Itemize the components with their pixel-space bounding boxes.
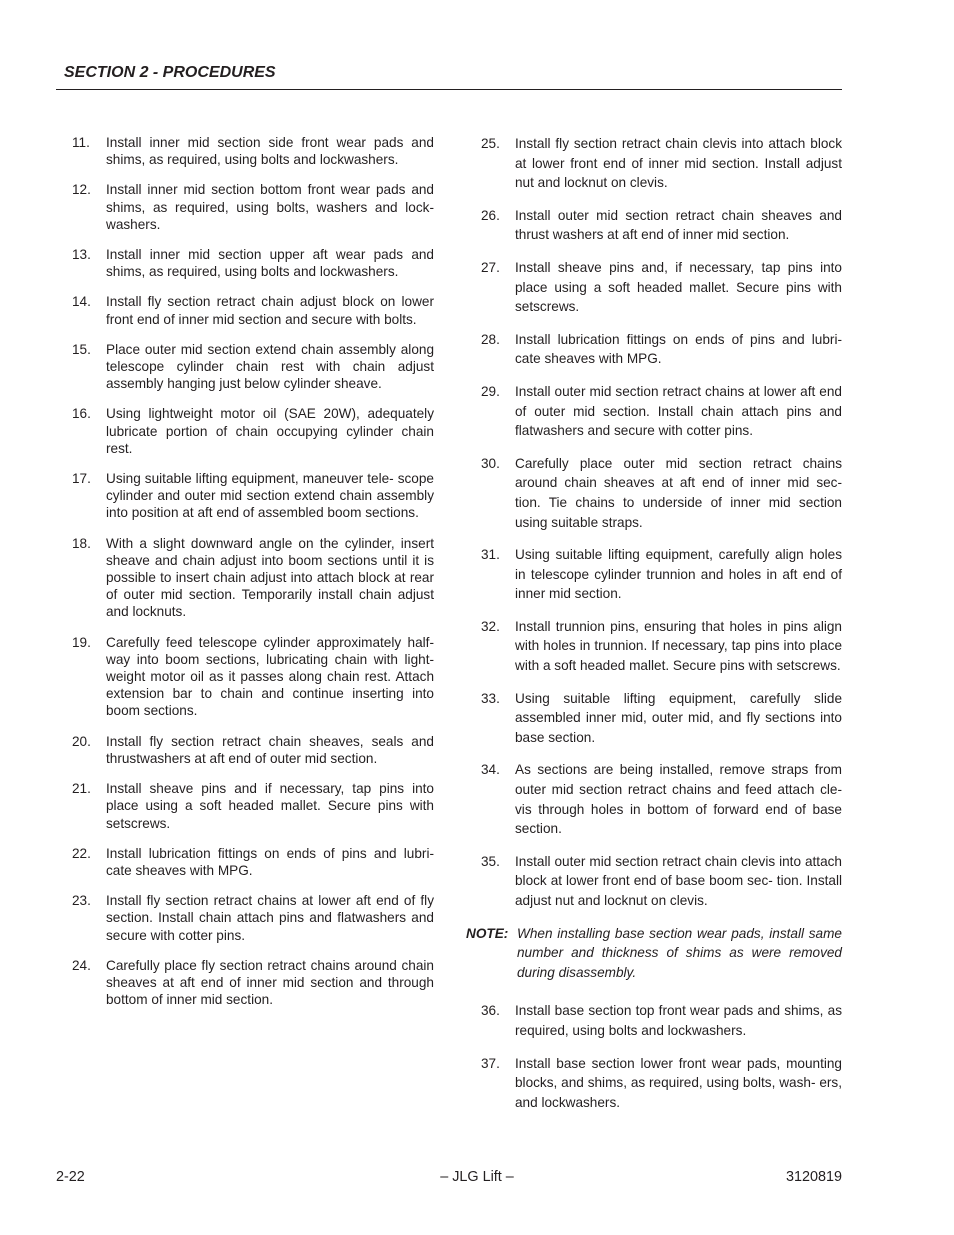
right-column xyxy=(466,134,842,1125)
step-number: 24. xyxy=(72,957,91,973)
step-item xyxy=(64,246,434,280)
step-number: 23. xyxy=(72,893,91,909)
step-item xyxy=(64,470,434,522)
step-text: Install outer mid section retract chain clevis into attach block at lower front end of base boom sec- tion. Install adjust nut and locknut on clevis. xyxy=(515,853,842,908)
step-item xyxy=(472,1001,842,1040)
step-number: 14. xyxy=(72,294,91,310)
step-item xyxy=(64,845,434,879)
step-text: Install base section top front wear pads and shims, as required, using bolts and lockwashers. xyxy=(515,1003,842,1038)
step-text: Carefully place outer mid section retract chains around chain sheaves at aft end of inner mid sec- tion. Tie chains to underside of inner mid section using suitable straps. xyxy=(515,455,842,530)
step-number: 18. xyxy=(72,535,91,551)
step-number: 35. xyxy=(481,853,500,869)
note-label: NOTE: xyxy=(466,925,509,941)
step-number: 11. xyxy=(72,135,90,150)
step-number: 20. xyxy=(72,733,91,749)
step-item xyxy=(472,258,842,317)
step-item xyxy=(64,780,434,832)
step-text: Install lubrication fittings on ends of pins and lubri- cate sheaves with MPG. xyxy=(106,845,434,878)
left-column xyxy=(64,134,434,1021)
step-item xyxy=(472,134,842,193)
step-item xyxy=(472,545,842,604)
step-item xyxy=(472,760,842,838)
step-text: Install sheave pins and if necessary, tap pins into place using a soft headed mallet. Secure pins with setscrews. xyxy=(106,781,434,831)
step-number: 28. xyxy=(481,331,500,347)
step-number: 30. xyxy=(481,455,500,471)
step-item xyxy=(64,134,434,168)
step-item xyxy=(64,181,434,233)
step-text: Carefully feed telescope cylinder approximately half- way into boom sections, lubricating chain with light- weight motor oil as it passes along chain rest. Attach extension bar to chain and continue inserting into boom sections. xyxy=(106,634,434,719)
step-text: With a slight downward angle on the cylinder, insert sheave and chain adjust into boom sections until it is possible to insert chain adjust into attach block at rear of outer mid section. Temporarily install chain adjust and locknuts. xyxy=(106,535,434,620)
step-text: Install fly section retract chains at lower aft end of fly section. Install chain attach pins and flatwashers and secure with cotter pins. xyxy=(106,893,434,943)
step-text: Install fly section retract chain sheaves, seals and thrustwashers at aft end of outer mid section. xyxy=(106,733,434,766)
step-item xyxy=(64,405,434,457)
step-text: Install base section lower front wear pads, mounting blocks, and shims, as required, using bolts, wash- ers, and lockwashers. xyxy=(515,1055,842,1110)
step-number: 21. xyxy=(72,781,91,797)
step-text: Using suitable lifting equipment, carefully slide assembled inner mid, outer mid, and fly sections into base section. xyxy=(515,690,842,745)
step-text: Using lightweight motor oil (SAE 20W), adequately lubricate portion of chain occupying cylinder chain rest. xyxy=(106,406,434,456)
step-item xyxy=(64,535,434,621)
step-number: 29. xyxy=(481,383,500,399)
step-text: As sections are being installed, remove straps from outer mid section retract chains and feed attach cle- vis through holes in bottom of forward end of base section. xyxy=(515,762,842,837)
step-number: 26. xyxy=(481,207,500,223)
step-item xyxy=(472,382,842,441)
step-number: 22. xyxy=(72,845,91,861)
step-item xyxy=(64,733,434,767)
step-number: 25. xyxy=(481,136,500,151)
step-text: Install inner mid section side front wear pads and shims, as required, using bolts and lockwashers. xyxy=(106,135,434,168)
step-text: Install outer mid section retract chains at lower aft end of outer mid section. Install chain attach pins and flatwashers and secure with cotter pins. xyxy=(515,383,842,439)
step-number: 27. xyxy=(481,259,500,275)
step-text: Using suitable lifting equipment, maneuver tele- scope cylinder and outer mid section extend chain assembly into position at aft end of assembled boom sections. xyxy=(106,471,434,521)
step-item xyxy=(472,330,842,369)
step-number: 32. xyxy=(481,618,500,634)
step-number: 15. xyxy=(72,341,91,357)
step-number: 34. xyxy=(481,762,500,778)
step-number: 19. xyxy=(72,634,91,650)
step-text: Install trunnion pins, ensuring that holes in pins align with holes in trunnion. If necessary, tap pins into place with a soft headed mallet. Secure pins with setscrews. xyxy=(515,618,842,674)
step-item xyxy=(472,617,842,676)
step-number: 16. xyxy=(72,406,91,422)
step-item xyxy=(64,341,434,393)
step-item xyxy=(472,1054,842,1113)
step-item xyxy=(472,206,842,245)
note-text: When installing base section wear pads, install same number and thickness of shims as were removed during disassembly. xyxy=(517,925,842,980)
step-number: 33. xyxy=(481,690,500,706)
step-number: 17. xyxy=(72,471,91,487)
step-text: Install lubrication fittings on ends of pins and lubri- cate sheaves with MPG. xyxy=(515,331,842,367)
step-number: 12. xyxy=(72,182,91,198)
step-text: Install outer mid section retract chain sheaves and thrust washers at aft end of inner mid section. xyxy=(515,207,842,243)
step-item xyxy=(64,892,434,944)
step-text: Install sheave pins and, if necessary, tap pins into place using a soft headed mallet. Secure pins with setscrews. xyxy=(515,259,842,315)
step-text: Place outer mid section extend chain assembly along telescope cylinder chain rest with chain adjust assembly hanging just below cylinder sheave. xyxy=(106,341,434,392)
step-text: Install fly section retract chain clevis into attach block at lower front end of inner mid section. Install adjust nut and locknut on clevis. xyxy=(515,136,842,191)
step-text: Using suitable lifting equipment, carefully align holes in telescope cylinder trunnion and holes in aft end of inner mid section. xyxy=(515,547,842,602)
step-text: Install fly section retract chain adjust block on lower front end of inner mid section and secure with bolts. xyxy=(106,294,434,327)
step-text: Install inner mid section bottom front wear pads and shims, as required, using bolts, washers and lock- washers. xyxy=(106,182,434,232)
section-title: SECTION 2 - PROCEDURES xyxy=(64,64,276,81)
step-item xyxy=(64,957,434,1009)
step-number: 37. xyxy=(481,1055,500,1071)
step-number: 31. xyxy=(481,547,500,563)
step-text: Install inner mid section upper aft wear pads and shims, as required, using bolts and lockwashers. xyxy=(106,247,434,280)
step-item xyxy=(64,293,434,327)
page-number: 2-22 xyxy=(56,1169,85,1185)
step-text: Carefully place fly section retract chains around chain sheaves at aft end of inner mid section and through bottom of inner mid section. xyxy=(106,957,434,1008)
step-number: 13. xyxy=(72,247,91,263)
document-number: 3120819 xyxy=(785,1169,842,1185)
footer-publisher: – JLG Lift – xyxy=(440,1169,514,1185)
step-item xyxy=(472,852,842,911)
step-number: 36. xyxy=(481,1003,500,1019)
step-item xyxy=(472,689,842,748)
header-divider xyxy=(56,89,842,90)
step-item xyxy=(472,454,842,532)
step-item xyxy=(64,634,434,720)
note-block xyxy=(466,924,842,983)
